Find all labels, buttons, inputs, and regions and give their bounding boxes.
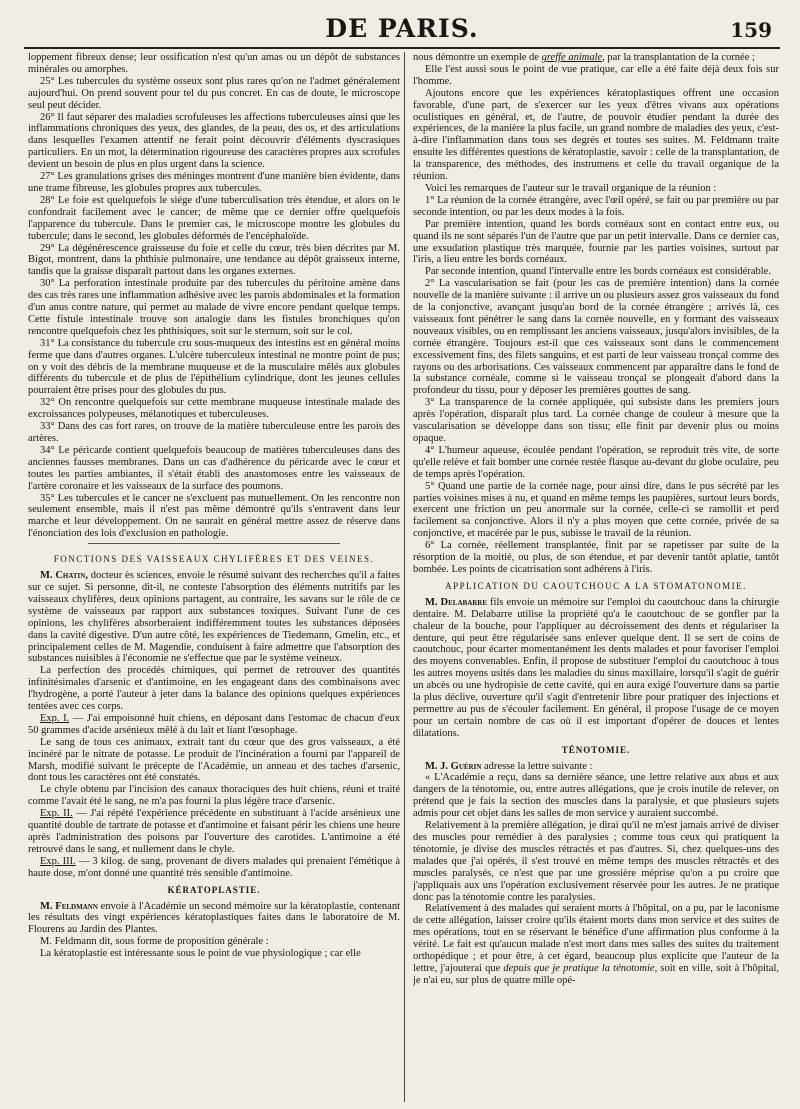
author-name: M. Chatin, (40, 570, 88, 582)
masthead (28, 14, 776, 48)
paragraph: 2° La vascularisation se fait (pour les cas de première intention) dans la cornée nouvelle de la manière suivante : il arrive un ou plusieurs assez gros vaisseaux du fond de la conjonctive, avançant jusqu'au bord de la cornée étrangère ; arrivés là, ces vaisseaux font pénétrer le sang dans la cornée nouvelle, en y formant des vaisseaux nouveaux visibles, ou en remplissant les anciens vaisseaux, jusqu'alors invisibles, de la cornée étrangère. Toujours est-il que ces vaisseaux sont dans le commencement excessivement fins, des filets sanguins, et est parti de leur vaisseau tronçal comme des rayons ou des arborisations. Ces vaisseaux commencent par apparaître dans le fond de la substance cornéale, comme si le vaisseau tronçal se plongeait d'abord dans la profondeur du tissu, pour y déposer les premières gouttes de sang. (413, 278, 779, 397)
paragraph-text: nous démontre un exemple de (413, 52, 542, 63)
page-title: DE PARIS. (325, 14, 479, 43)
paragraph: Le chyle obtenu par l'incision des canaux thoraciques des huit chiens, réuni et traité comme l'avait été le sang, ne m'a pas fourni la plus légère trace d'arsenic. (28, 784, 400, 808)
paragraph: 33° Dans des cas fort rares, on trouve de la matière tuberculeuse entre les parois des artères. (28, 421, 400, 444)
paragraph (28, 713, 400, 737)
paragraph: Par seconde intention, quand l'intervalle entre les bords cornéaux est considérable. (425, 266, 771, 278)
paragraph-text: — J'ai empoisonné huit chiens, en déposant dans l'estomac de chacun d'eux 50 grammes d'acide arsénieux mêlé à du lait et liant l'œsophage. (28, 712, 400, 736)
paragraph (413, 903, 779, 986)
paragraph (28, 570, 400, 665)
paragraph-text: docteur ès sciences, envoie le résumé suivant des recherches qu'il a faites sur ce sujet. Si personne, dit-il, ne conteste l'absorption des éléments nutritifs par les vaisseaux chylifères, deux opinions partagent, au contraire, les savans sur le rôle de ce système de vaisseaux par rapport aux substances toxiques. Suivant l'une de ces opinions, les chylifères absorberaient indifféremment toutes les substances déposées dans la cavité digestive. D'un autre côté, les expériences de Tiedemann, Gmelin, etc., et principalement celles de M. Magendie, conduisent à faire admettre que l'absorption des substances nuisibles à l'économie ne s'effectue que par le système veineux. (28, 570, 400, 665)
section-divider (88, 543, 340, 549)
author-name: M. J. Guérin (425, 760, 482, 772)
paragraph-text: , par la transplantation de la cornée ; (602, 52, 755, 63)
emphasis: greffe animale (541, 52, 603, 63)
paragraph-text: envoie à l'Académie un second mémoire sur la kératoplastie, contenant les résultats des vingt expériences kératoplastiques faites dans le laboratoire de M. Flourens au Jardin des Plantes. (28, 900, 400, 936)
paragraph-text: — J'ai répété l'expérience précédente en substituant à l'acide arsénieux une quantité double de tartrate de potasse et d'antimoine et faisant périr les chiens une heure après l'administration des poisons par l'ouverture des carotides. L'antimoine a été retrouvé dans le sang, et nullement dans le chyle. (28, 808, 400, 855)
paragraph: loppement fibreux dense; leur ossification n'est qu'un amas ou un dépôt de substances minérales ou amorphes. (28, 52, 400, 75)
paragraph: Le sang de tous ces animaux, extrait tant du cœur que des gros vaisseaux, a été incinéré par le nitrate de potasse. Le produit de l'incinération a fourni par l'appareil de Marsh, modifié suivant le précepte de l'Académie, un anneau et des taches d'arsenic, dont tous les caractères ont été constatés. (28, 736, 400, 784)
paragraph (413, 597, 779, 740)
paragraph: 5° Quand une partie de la cornée nage, pour ainsi dire, dans le pus sécrété par les parties voisines mises à nu, et quand en même temps les paupières, surtout leurs bords, exercent une friction un peu anormale sur la cornée, celle-ci se ramollit et perd facilement sa conjonctive. Alors il n'y a plus moyen que cette cornée, privée de sa conjonctive, et macérée par le pus, subisse le travail de la réunion. (413, 480, 779, 540)
paragraph-text: adresse la lettre suivante : (481, 760, 593, 772)
paragraph: 35° Les tubercules et le cancer ne s'excluent pas mutuellement. On les rencontre non seulement ensemble, mais il n'est pas même démontré qu'ils s'entravent dans leur marche et leur développement. On ne saurait en général mettre assez de réserve dans l'énonciation des lois d'exclusion en pathologie. (28, 492, 400, 540)
paragraph: 30° La perforation intestinale produite par des tubercules du péritoine amène dans des cas très rares une inflammation adhésive avec les parois abdominales et la formation d'un anus contre nature, qui permet au malade de vivre encore pendant quelque temps. Cette fistule intestinale trouve son analogie dans les fistules bronchiques qu'on rencontre quelquefois chez les phthisiques, soit sur le sternum, soit sur le col. (28, 278, 400, 337)
paragraph: Relativement à la première allégation, je dirai qu'il ne m'est jamais arrivé de diviser des muscles pour remédier à des paralysies ; comme tous ceux qui pratiquent la ténotomie, je divise des muscles rétractés et pas d'autres. Si, chez quelques-uns des malades que j'ai opérés, il s'est trouvé en même temps des muscles rétractés et des muscles paralysés, ce n'est que par une grossière méprise qu'on a pu croire que j'appliquais aux uns l'opération exclusivement réservée pour les autres. Je ne pratique donc pas la ténotomie contre les paralysies. (413, 820, 779, 903)
paragraph: La kératoplastie est intéressante sous le point de vue physiologique ; car elle (40, 948, 361, 960)
page-number: 159 (730, 18, 772, 42)
paragraph (28, 808, 400, 856)
section-heading: TÉNOTOMIE. (561, 744, 631, 755)
paragraph: 28° Le foie est quelquefois le siége d'une tuberculisation très étendue, et alors on le confondrait facilement avec le cancer; de même que ce dernier offre quelquefois l'apparence du tubercule. Dans le premier cas, le microscope montre les globules du tubercule; dans le second, les globules déformés de l'encéphaloïde. (28, 194, 400, 242)
paragraph: Voici les remarques de l'auteur sur le travail organique de la réunion : (425, 182, 717, 194)
emphasis: depuis que je pratique la ténotomie (503, 962, 655, 974)
paragraph: 3° La transparence de la cornée appliquée, qui subsiste dans les premiers jours après l'opération, disparaît plus tard. La cornée change de couleur à mesure que la vascularisation se développe dans son tissu; elle finit par devenir plus ou moins opaque. (413, 397, 779, 444)
right-column (413, 52, 779, 1102)
experiment-label: Exp. I. (40, 712, 70, 724)
paragraph: 27° Les granulations grises des méninges montrent d'une manière bien évidente, dans une trame fibreuse, les globules propres aux tubercules. (28, 171, 400, 194)
paragraph-text: , soit en ville, soit à l'hôpital, je n'ai eu, sur plus de quatre mille opé- (413, 962, 779, 986)
left-column (28, 52, 400, 1102)
section-heading: APPLICATION DU CAOUTCHOUC A LA STOMATONOMIE. (445, 580, 747, 591)
header-rule (24, 47, 780, 49)
paragraph-text: fils envoie un mémoire sur l'emploi du caoutchouc dans la chirurgie dentaire. M. Delabarre utilise la propriété qu'a le caoutchouc de se gonfler par la chaleur de la bouche, pour l'appliquer au décroissement des dents et régulariser la denture, qui peut être régularisée sans enlever quelque dent. Il se sert de coins de caoutchouc, pour écarter momentanément les dents malades et pour favoriser l'emploi des moyens convenables. Enfin, il propose de substituer l'emploi du caoutchouc à tous les autres moyens usités dans les maladies du sinus maxillaire, lorsqu'il s'agit de guérir un abcès ou une hydropisie de cette cavité, qui en aura exigé l'ouverture dans sa partie la plus déclive, ouverture qu'il s'agit d'entretenir libre pour pratiquer des injections et permettre au pus de s'écouler facilement. En général, il propose l'usage de ce moyen pour un certain nombre de cas où il est important d'opérer de douces et lentes dilatations. (413, 596, 779, 739)
author-name: M. Feldmann (40, 900, 98, 912)
paragraph: 34° Le péricarde contient quelquefois beaucoup de matières tuberculeuses dans des anciennes fausses membranes. Dans un cas d'adhérence du péricarde avec le cœur et toutes les parties ambiantes, il s'était établi des anastomoses entre les vaisseaux de l'artère coronaire et les vaisseaux de la surface des poumons. (28, 444, 400, 492)
paragraph (28, 901, 400, 937)
paragraph (413, 52, 779, 64)
paragraph: Par première intention, quand les bords cornéaux sont en contact entre eux, ou quand ils ne sont séparés l'un de l'autre que par un petit intervalle. Dans ce dernier cas, une exsudation plastique très marquée, fournie par les parties voisines, surtout par l'iris, a lieu entre les bords cornéaux. (413, 218, 779, 266)
experiment-label: Exp. III. (40, 855, 76, 867)
column-divider (404, 52, 405, 1102)
paragraph (413, 761, 779, 773)
paragraph: 4° L'humeur aqueuse, écoulée pendant l'opération, se reproduit très vite, de sorte qu'elle relève et fait bomber une cornée restée flasque au-devant du globe oculaire, peu de temps après l'opération. (413, 444, 779, 480)
author-name: M. Delabarre (425, 596, 488, 608)
paragraph: 31° La consistance du tubercule cru sous-muqueux des intestins est en général moins ferme que dans d'autres organes. L'ulcère tuberculeux intestinal ne montre point de pus; on y voit des débris de la membrane muqueuse et de la musculaire mêlés aux globules différents du tubercule et de plus de l'épithélium cylindrique, dont les jeunes cellules pourraient être prises pour des globules du pus. (28, 337, 400, 397)
section-heading: FONCTIONS DES VAISSEAUX CHYLIFÈRES ET DES VEINES. (53, 554, 375, 565)
paragraph: « L'Académie a reçu, dans sa dernière séance, une lettre relative aux abus et aux dangers de la ténotomie, ou, entre autres allégations, que je crois inutile de relever, on prétend que je fais la section des muscles dans la paralysie, et que plusieurs sujets admis pour cet objet dans les salles de mon service y auraient succombé. (413, 772, 779, 820)
paragraph: 6° La cornée, réellement transplantée, finit par se rapetisser par suite de la résorption de la moitié, ou plus, de son étendue, et par devenir tantôt aplatie, tantôt bombée. Les points de cicatrisation sont adhérens à l'iris. (413, 540, 779, 575)
experiment-label: Exp. II. (40, 808, 73, 820)
paragraph (28, 856, 400, 880)
paragraph: 29° La dégénérescence graisseuse du foie et celle du cœur, très bien décrites par M. Bigot, montrent, dans la phthisie pulmonaire, une tendance au dépôt graisseux interne, tandis que la graisse disparaît partout dans les organes externes. (28, 242, 400, 278)
paragraph: 1° La réunion de la cornée étrangère, avec l'œil opéré, se fait ou par première ou par seconde intention, ou par les deux modes à la fois. (413, 194, 779, 218)
paragraph: La perfection des procédés chimiques, qui permet de retrouver des quantités infinitésimales d'arsenic et d'antimoine, en les engageant dans des combinaisons avec l'hydrogène, a porté l'auteur à jeter dans la balance des opinions quelques expériences tentées avec ces corps. (28, 665, 400, 713)
paragraph-text: — 3 kilog. de sang, provenant de divers malades qui prenaient l'émétique à haute dose, m'ont donné une quantité très sensible d'antimoine. (28, 855, 400, 879)
paragraph: Ajoutons encore que les expériences kératoplastiques offrent une occasion favorable, d'une part, de s'exercer sur les yeux d'êtres vivans aux opérations oculistiques en général, et, de l'autre, de pouvoir étudier pendant la durée des expériences, de la manière la plus facile, un grand nombre de maladies des yeux, c'est-à-dire l'inflammation dans tous ses degrés et toutes ses suites. M. Feldmann traite ensuite les différentes questions de kératoplastie, savoir : celle de la transplantation, de la transparence, des méthodes, des instrumens et celle du travail organique de la réunion. (413, 87, 779, 183)
paragraph: Elle l'est aussi sous le point de vue pratique, car elle a été faite déjà deux fois sur l'homme. (413, 63, 779, 87)
paragraph: 32° On rencontre quelquefois sur cette membrane muqueuse intestinale malade des excroissances polypeuses, mélanotiques et tuberculeuses. (28, 397, 400, 421)
paragraph-text: Relativement à des malades qui seraient morts à l'hôpital, on a pu, par le laconisme de cette allégation, laisser croire qu'ils étaient morts dans mon service et des suites de mes opérations, tout en se réservant le bénéfice d'une affirmation plus conforme à la vérité. Le fait est qu'aucun malade n'est mort dans mes salles des suites du traitement orthopédique ; et pour être, à cet égard, beaucoup plus explicite que l'auteur de la lettre, j'ajouterai que (413, 903, 779, 974)
paragraph: 26° Il faut séparer des maladies scrofuleuses les affections tuberculeuses ainsi que les inflammations chroniques des yeux, des glandes, de la peau, des os, et des articulations dans lesquelles l'examen attentif ne ferait point découvrir d'éléments dyscrasiques particuliers. En un mot, la détermination rigoureuse des caractères propres aux scrofules devient un besoin de plus en plus urgent dans la science. (28, 111, 400, 171)
paragraph: 25° Les tubercules du système osseux sont plus rares qu'on ne l'admet généralement aujourd'hui. On prend souvent pour tel du pus concret. En cas de doute, le microscope seul peut décider. (28, 75, 400, 111)
section-heading: KÉRATOPLASTIE. (167, 884, 261, 895)
paragraph: M. Feldmann dit, sous forme de proposition générale : (40, 936, 269, 948)
